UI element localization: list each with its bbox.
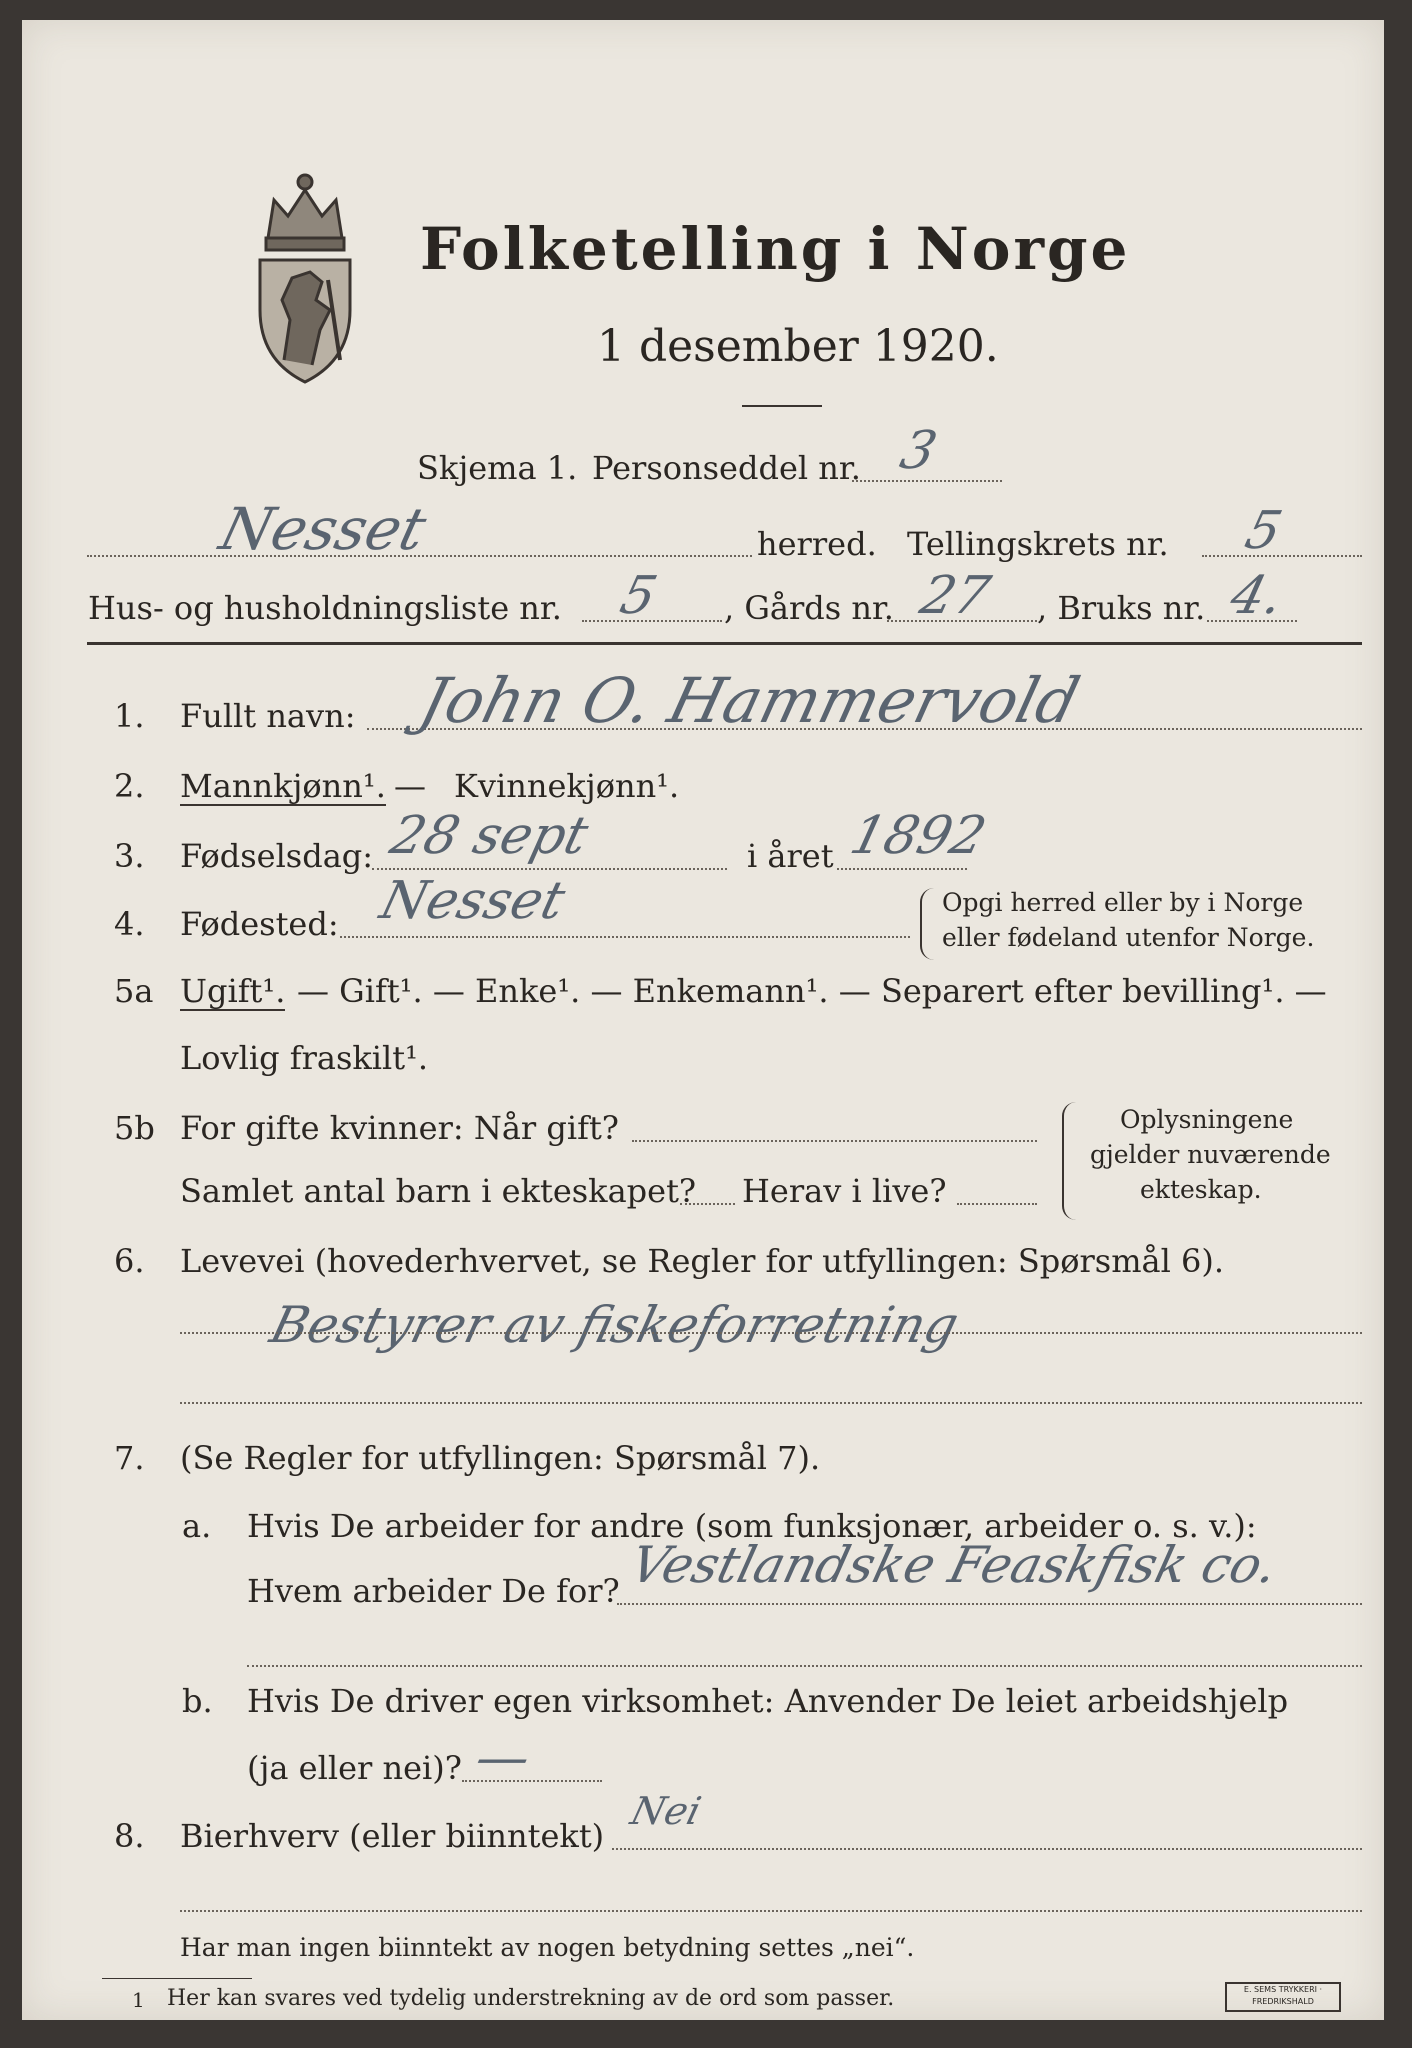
q5b-children-label: Samlet antal barn i ekteskapet? xyxy=(180,1172,697,1210)
q5b-alive-label: Herav i live? xyxy=(742,1172,947,1210)
norway-coat-of-arms-icon xyxy=(250,160,360,385)
bruks-label: , Bruks nr. xyxy=(1037,589,1206,627)
form-date: 1 desember 1920. xyxy=(597,321,999,372)
q7a-line2-blank xyxy=(247,1665,1362,1667)
personseddel-value: 3 xyxy=(894,421,943,481)
census-form-sheet xyxy=(22,20,1384,2020)
sex-separator: — xyxy=(394,767,426,805)
q5b-number: 5b xyxy=(114,1109,155,1147)
hus-line xyxy=(582,620,722,622)
q3-label: Fødselsdag: xyxy=(180,837,374,875)
q7-label: (Se Regler for utfyllingen: Spørsmål 7). xyxy=(180,1439,821,1477)
q5b-children-line xyxy=(680,1203,735,1205)
q5a-number: 5a xyxy=(114,972,154,1010)
q6-line1 xyxy=(180,1332,1362,1334)
q6-label: Levevei (hovederhvervet, se Regler for utfyllingen: Spørsmål 6). xyxy=(180,1242,1225,1280)
q4-brace xyxy=(920,888,936,960)
q8-line2 xyxy=(180,1910,1362,1912)
q8-line xyxy=(612,1848,1362,1850)
q5b-alive-line xyxy=(957,1203,1037,1205)
hus-label: Hus- og husholdningsliste nr. xyxy=(88,589,562,627)
footer-note: Har man ingen biinntekt av nogen betydning settes „nei“. xyxy=(180,1933,915,1962)
q5b-brace xyxy=(1062,1102,1080,1220)
q7b-letter: b. xyxy=(182,1682,213,1720)
q3-number: 3. xyxy=(114,837,145,875)
gards-value: 27 xyxy=(914,566,996,626)
hired-help-value: — xyxy=(469,1728,537,1788)
sex-female-option: Kvinnekjønn¹. xyxy=(454,767,680,805)
tellingskrets-value: 5 xyxy=(1239,501,1288,561)
marital-ugift-option: Ugift¹. xyxy=(180,972,286,1010)
birthday-value: 28 sept xyxy=(384,806,594,866)
title-divider xyxy=(742,405,822,407)
q7a-letter: a. xyxy=(182,1507,212,1545)
q5b-note-line1: Oplysningene xyxy=(1120,1105,1294,1134)
side-income-value: Nei xyxy=(626,1789,706,1833)
occupation-value: Bestyrer av fiskeforretning xyxy=(264,1296,965,1354)
tellingskrets-label: Tellingskrets nr. xyxy=(907,525,1169,563)
q4-note-line1: Opgi herred eller by i Norge xyxy=(942,888,1304,917)
q4-note-line2: eller fødeland utenfor Norge. xyxy=(942,923,1315,952)
footnote-number: 1 xyxy=(132,1988,145,2012)
q1-label: Fullt navn: xyxy=(180,697,356,735)
footnote-rule xyxy=(102,1978,252,1979)
q5b-note-line3: ekteskap. xyxy=(1140,1175,1262,1204)
q7-number: 7. xyxy=(114,1439,145,1477)
herred-line xyxy=(87,555,752,557)
gards-label: , Gårds nr. xyxy=(724,589,894,627)
q6-line2 xyxy=(180,1402,1362,1404)
q4-label: Fødested: xyxy=(180,905,339,943)
q5b-note-line2: gjelder nuværende xyxy=(1090,1140,1331,1169)
q7a-line2: Hvem arbeider De for? xyxy=(247,1572,620,1610)
skjema-label: Skjema 1. xyxy=(417,449,578,487)
q1-number: 1. xyxy=(114,697,145,735)
footnote-text: Her kan svares ved tydelig understrekning av de ord som passer. xyxy=(167,1986,895,2011)
year-line xyxy=(837,868,967,870)
header-rule xyxy=(87,642,1362,645)
q4-number: 4. xyxy=(114,905,145,943)
marital-other-options: — Gift¹. — Enke¹. — Enkemann¹. — Separert efter bevilling¹. — xyxy=(297,972,1327,1010)
tellingskrets-line xyxy=(1202,555,1362,557)
marital-fraskilt-option: Lovlig fraskilt¹. xyxy=(180,1039,429,1077)
q5b-married-label: For gifte kvinner: Når gift? xyxy=(180,1109,619,1147)
q7a-line xyxy=(617,1603,1362,1605)
q8-label: Bierhverv (eller biinntekt) xyxy=(180,1817,605,1855)
employer-value: Vestlandske Feaskfisk co. xyxy=(624,1536,1284,1594)
personseddel-label: Personseddel nr. xyxy=(592,449,861,487)
herred-value: Nesset xyxy=(213,495,433,563)
q8-number: 8. xyxy=(114,1817,145,1855)
q7a-line1: Hvis De arbeider for andre (som funksjonær, arbeider o. s. v.): xyxy=(247,1507,1257,1545)
q3-line xyxy=(372,868,727,870)
q5b-married-line xyxy=(632,1140,1037,1142)
full-name-value: John O. Hammervold xyxy=(413,664,1087,737)
birth-year-value: 1892 xyxy=(844,806,992,866)
hus-value: 5 xyxy=(614,566,663,626)
year-label: i året xyxy=(747,837,834,875)
q4-line xyxy=(340,936,910,938)
bruks-value: 4. xyxy=(1224,566,1290,626)
q2-number: 2. xyxy=(114,767,145,805)
printer-stamp: E. SEMS TRYKKERI · FREDRIKSHALD xyxy=(1225,1982,1341,2012)
q7b-line2: (ja eller nei)? xyxy=(247,1749,462,1787)
form-title: Folketelling i Norge xyxy=(420,215,1131,283)
birthplace-value: Nesset xyxy=(374,871,571,931)
q7b-line1: Hvis De driver egen virksomhet: Anvender De leiet arbeidshjelp xyxy=(247,1682,1289,1720)
sex-male-option: Mannkjønn¹. xyxy=(180,767,386,805)
q6-number: 6. xyxy=(114,1242,145,1280)
herred-label: herred. xyxy=(757,525,877,563)
